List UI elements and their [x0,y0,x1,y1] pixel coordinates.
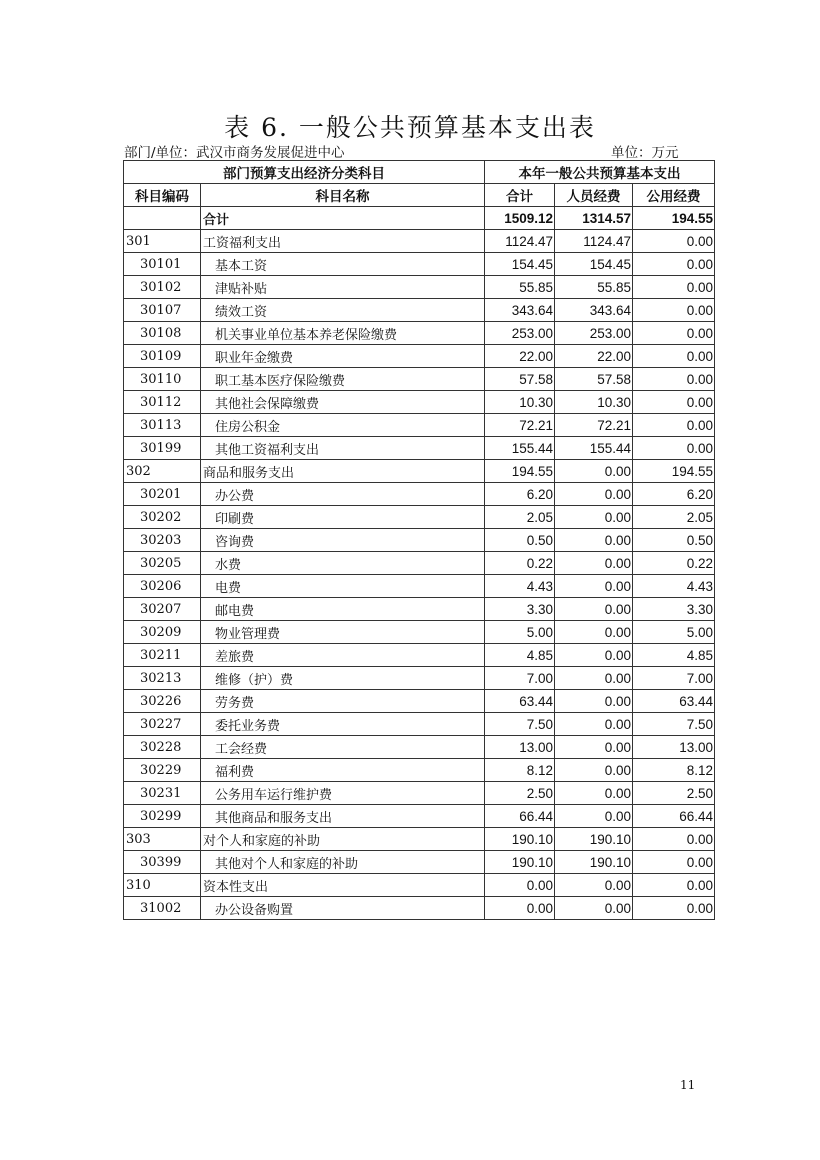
row-total: 66.44 [485,805,555,828]
row-name: 工资福利支出 [201,230,485,253]
row-personnel: 22.00 [555,345,633,368]
row-public: 7.00 [633,667,715,690]
row-personnel: 0.00 [555,759,633,782]
row-personnel: 0.00 [555,575,633,598]
row-personnel: 0.00 [555,644,633,667]
table-row [124,276,715,299]
header-personnel: 人员经费 [555,184,633,207]
row-personnel: 0.00 [555,736,633,759]
row-total: 72.21 [485,414,555,437]
row-personnel: 190.10 [555,828,633,851]
row-code: 30102 [124,276,201,299]
row-name: 福利费 [201,759,485,782]
row-personnel: 10.30 [555,391,633,414]
row-personnel: 0.00 [555,506,633,529]
table-row [124,805,715,828]
row-personnel: 343.64 [555,299,633,322]
row-personnel: 0.00 [555,460,633,483]
row-personnel: 0.00 [555,874,633,897]
table-row [124,575,715,598]
row-public: 0.00 [633,230,715,253]
table-row [124,437,715,460]
row-public: 0.50 [633,529,715,552]
row-code: 30228 [124,736,201,759]
row-public: 0.00 [633,345,715,368]
row-public: 4.43 [633,575,715,598]
row-code: 30226 [124,690,201,713]
table-row [124,230,715,253]
row-name: 住房公积金 [201,414,485,437]
row-name: 其他社会保障缴费 [201,391,485,414]
row-total: 2.50 [485,782,555,805]
department-label: 部门/单位：武汉市商务发展促进中心 [124,145,345,161]
table-row [124,782,715,805]
row-personnel: 0.00 [555,690,633,713]
row-total: 0.00 [485,874,555,897]
header-public: 公用经费 [633,184,715,207]
table-row [124,690,715,713]
page-title: 表 6. 一般公共预算基本支出表 [224,113,596,142]
row-code: 30101 [124,253,201,276]
row-total: 6.20 [485,483,555,506]
row-name: 差旅费 [201,644,485,667]
row-code: 30205 [124,552,201,575]
row-public: 3.30 [633,598,715,621]
row-code: 30110 [124,368,201,391]
unit-label: 单位：万元 [611,145,679,161]
row-code: 30207 [124,598,201,621]
page-number: 11 [680,1078,696,1092]
row-personnel: 155.44 [555,437,633,460]
row-public: 0.00 [633,897,715,920]
row-public: 6.20 [633,483,715,506]
row-name: 劳务费 [201,690,485,713]
table-body [124,207,715,920]
row-total: 7.00 [485,667,555,690]
table-row [124,713,715,736]
table-row [124,345,715,368]
row-public: 2.05 [633,506,715,529]
row-code: 30206 [124,575,201,598]
row-public: 13.00 [633,736,715,759]
row-public: 0.00 [633,253,715,276]
row-personnel: 0.00 [555,713,633,736]
row-name: 邮电费 [201,598,485,621]
row-name: 职工基本医疗保险缴费 [201,368,485,391]
row-personnel: 1124.47 [555,230,633,253]
row-code: 30108 [124,322,201,345]
row-total: 190.10 [485,851,555,874]
row-name: 商品和服务支出 [201,460,485,483]
row-public: 0.00 [633,828,715,851]
table-row [124,391,715,414]
row-personnel: 0.00 [555,529,633,552]
row-personnel: 0.00 [555,483,633,506]
row-total: 0.00 [485,897,555,920]
table-row [124,736,715,759]
row-personnel: 190.10 [555,851,633,874]
row-public: 63.44 [633,690,715,713]
row-personnel: 57.58 [555,368,633,391]
table-row [124,644,715,667]
row-code: 30202 [124,506,201,529]
row-code: 30209 [124,621,201,644]
row-public: 0.00 [633,322,715,345]
row-public: 0.00 [633,299,715,322]
header-total: 合计 [485,184,555,207]
table-row [124,299,715,322]
row-total: 8.12 [485,759,555,782]
row-personnel: 0.00 [555,552,633,575]
row-name: 工会经费 [201,736,485,759]
row-public: 0.00 [633,391,715,414]
table-row [124,207,715,230]
table-row [124,529,715,552]
row-code: 31002 [124,897,201,920]
row-code: 30109 [124,345,201,368]
row-total: 2.05 [485,506,555,529]
row-name: 办公费 [201,483,485,506]
row-total: 0.50 [485,529,555,552]
table-row [124,414,715,437]
row-total: 13.00 [485,736,555,759]
row-public: 194.55 [633,460,715,483]
row-total: 190.10 [485,828,555,851]
row-total: 155.44 [485,437,555,460]
row-name: 公务用车运行维护费 [201,782,485,805]
row-code: 30211 [124,644,201,667]
row-code: 30203 [124,529,201,552]
row-name: 基本工资 [201,253,485,276]
row-code: 30399 [124,851,201,874]
row-total: 57.58 [485,368,555,391]
row-code: 30213 [124,667,201,690]
row-name: 水费 [201,552,485,575]
row-name: 其他对个人和家庭的补助 [201,851,485,874]
row-name: 对个人和家庭的补助 [201,828,485,851]
table-row [124,322,715,345]
row-name: 电费 [201,575,485,598]
header-name: 科目名称 [201,184,485,207]
row-total: 154.45 [485,253,555,276]
row-public: 0.00 [633,851,715,874]
row-name: 维修（护）费 [201,667,485,690]
row-total: 4.85 [485,644,555,667]
row-total: 5.00 [485,621,555,644]
table-row [124,506,715,529]
row-personnel: 0.00 [555,805,633,828]
row-code: 302 [124,460,201,483]
row-personnel: 0.00 [555,667,633,690]
row-code: 30201 [124,483,201,506]
table-row [124,483,715,506]
table-row [124,874,715,897]
row-personnel: 1314.57 [555,207,633,230]
table-header-row [124,184,715,207]
row-total: 253.00 [485,322,555,345]
row-total: 1124.47 [485,230,555,253]
budget-table [123,160,715,920]
row-name: 合计 [201,207,485,230]
row-total: 55.85 [485,276,555,299]
row-code: 310 [124,874,201,897]
table-header-group-row [124,161,715,184]
row-personnel: 0.00 [555,782,633,805]
row-public: 2.50 [633,782,715,805]
row-total: 0.22 [485,552,555,575]
row-personnel: 253.00 [555,322,633,345]
table-row [124,552,715,575]
row-public: 0.00 [633,368,715,391]
table-row [124,460,715,483]
header-economic-category: 部门预算支出经济分类科目 [124,161,485,184]
row-public: 8.12 [633,759,715,782]
row-total: 22.00 [485,345,555,368]
row-code: 30112 [124,391,201,414]
row-total: 1509.12 [485,207,555,230]
row-total: 343.64 [485,299,555,322]
row-name: 资本性支出 [201,874,485,897]
row-personnel: 72.21 [555,414,633,437]
row-public: 4.85 [633,644,715,667]
row-public: 0.00 [633,437,715,460]
row-name: 津贴补贴 [201,276,485,299]
row-code: 303 [124,828,201,851]
row-code [124,207,201,230]
row-personnel: 0.00 [555,598,633,621]
table-row [124,253,715,276]
header-code: 科目编码 [124,184,201,207]
row-total: 194.55 [485,460,555,483]
table-row [124,621,715,644]
row-public: 0.00 [633,276,715,299]
row-public: 0.00 [633,874,715,897]
row-name: 绩效工资 [201,299,485,322]
row-name: 机关事业单位基本养老保险缴费 [201,322,485,345]
row-name: 咨询费 [201,529,485,552]
row-personnel: 0.00 [555,897,633,920]
table-row [124,851,715,874]
row-name: 职业年金缴费 [201,345,485,368]
row-code: 30227 [124,713,201,736]
row-total: 4.43 [485,575,555,598]
row-name: 物业管理费 [201,621,485,644]
row-name: 委托业务费 [201,713,485,736]
row-public: 0.00 [633,414,715,437]
row-name: 其他商品和服务支出 [201,805,485,828]
row-total: 7.50 [485,713,555,736]
table-row [124,368,715,391]
row-public: 5.00 [633,621,715,644]
row-code: 30231 [124,782,201,805]
row-code: 30229 [124,759,201,782]
row-public: 0.22 [633,552,715,575]
row-public: 194.55 [633,207,715,230]
row-public: 7.50 [633,713,715,736]
table-row [124,598,715,621]
header-basic-expenditure: 本年一般公共预算基本支出 [485,161,715,184]
row-code: 301 [124,230,201,253]
row-total: 63.44 [485,690,555,713]
table-row [124,897,715,920]
row-public: 66.44 [633,805,715,828]
table-row [124,759,715,782]
table-row [124,667,715,690]
row-name: 印刷费 [201,506,485,529]
row-name: 其他工资福利支出 [201,437,485,460]
row-code: 30299 [124,805,201,828]
row-personnel: 0.00 [555,621,633,644]
row-name: 办公设备购置 [201,897,485,920]
row-code: 30107 [124,299,201,322]
row-personnel: 154.45 [555,253,633,276]
row-personnel: 55.85 [555,276,633,299]
row-code: 30113 [124,414,201,437]
row-code: 30199 [124,437,201,460]
table-row [124,828,715,851]
row-total: 3.30 [485,598,555,621]
row-total: 10.30 [485,391,555,414]
